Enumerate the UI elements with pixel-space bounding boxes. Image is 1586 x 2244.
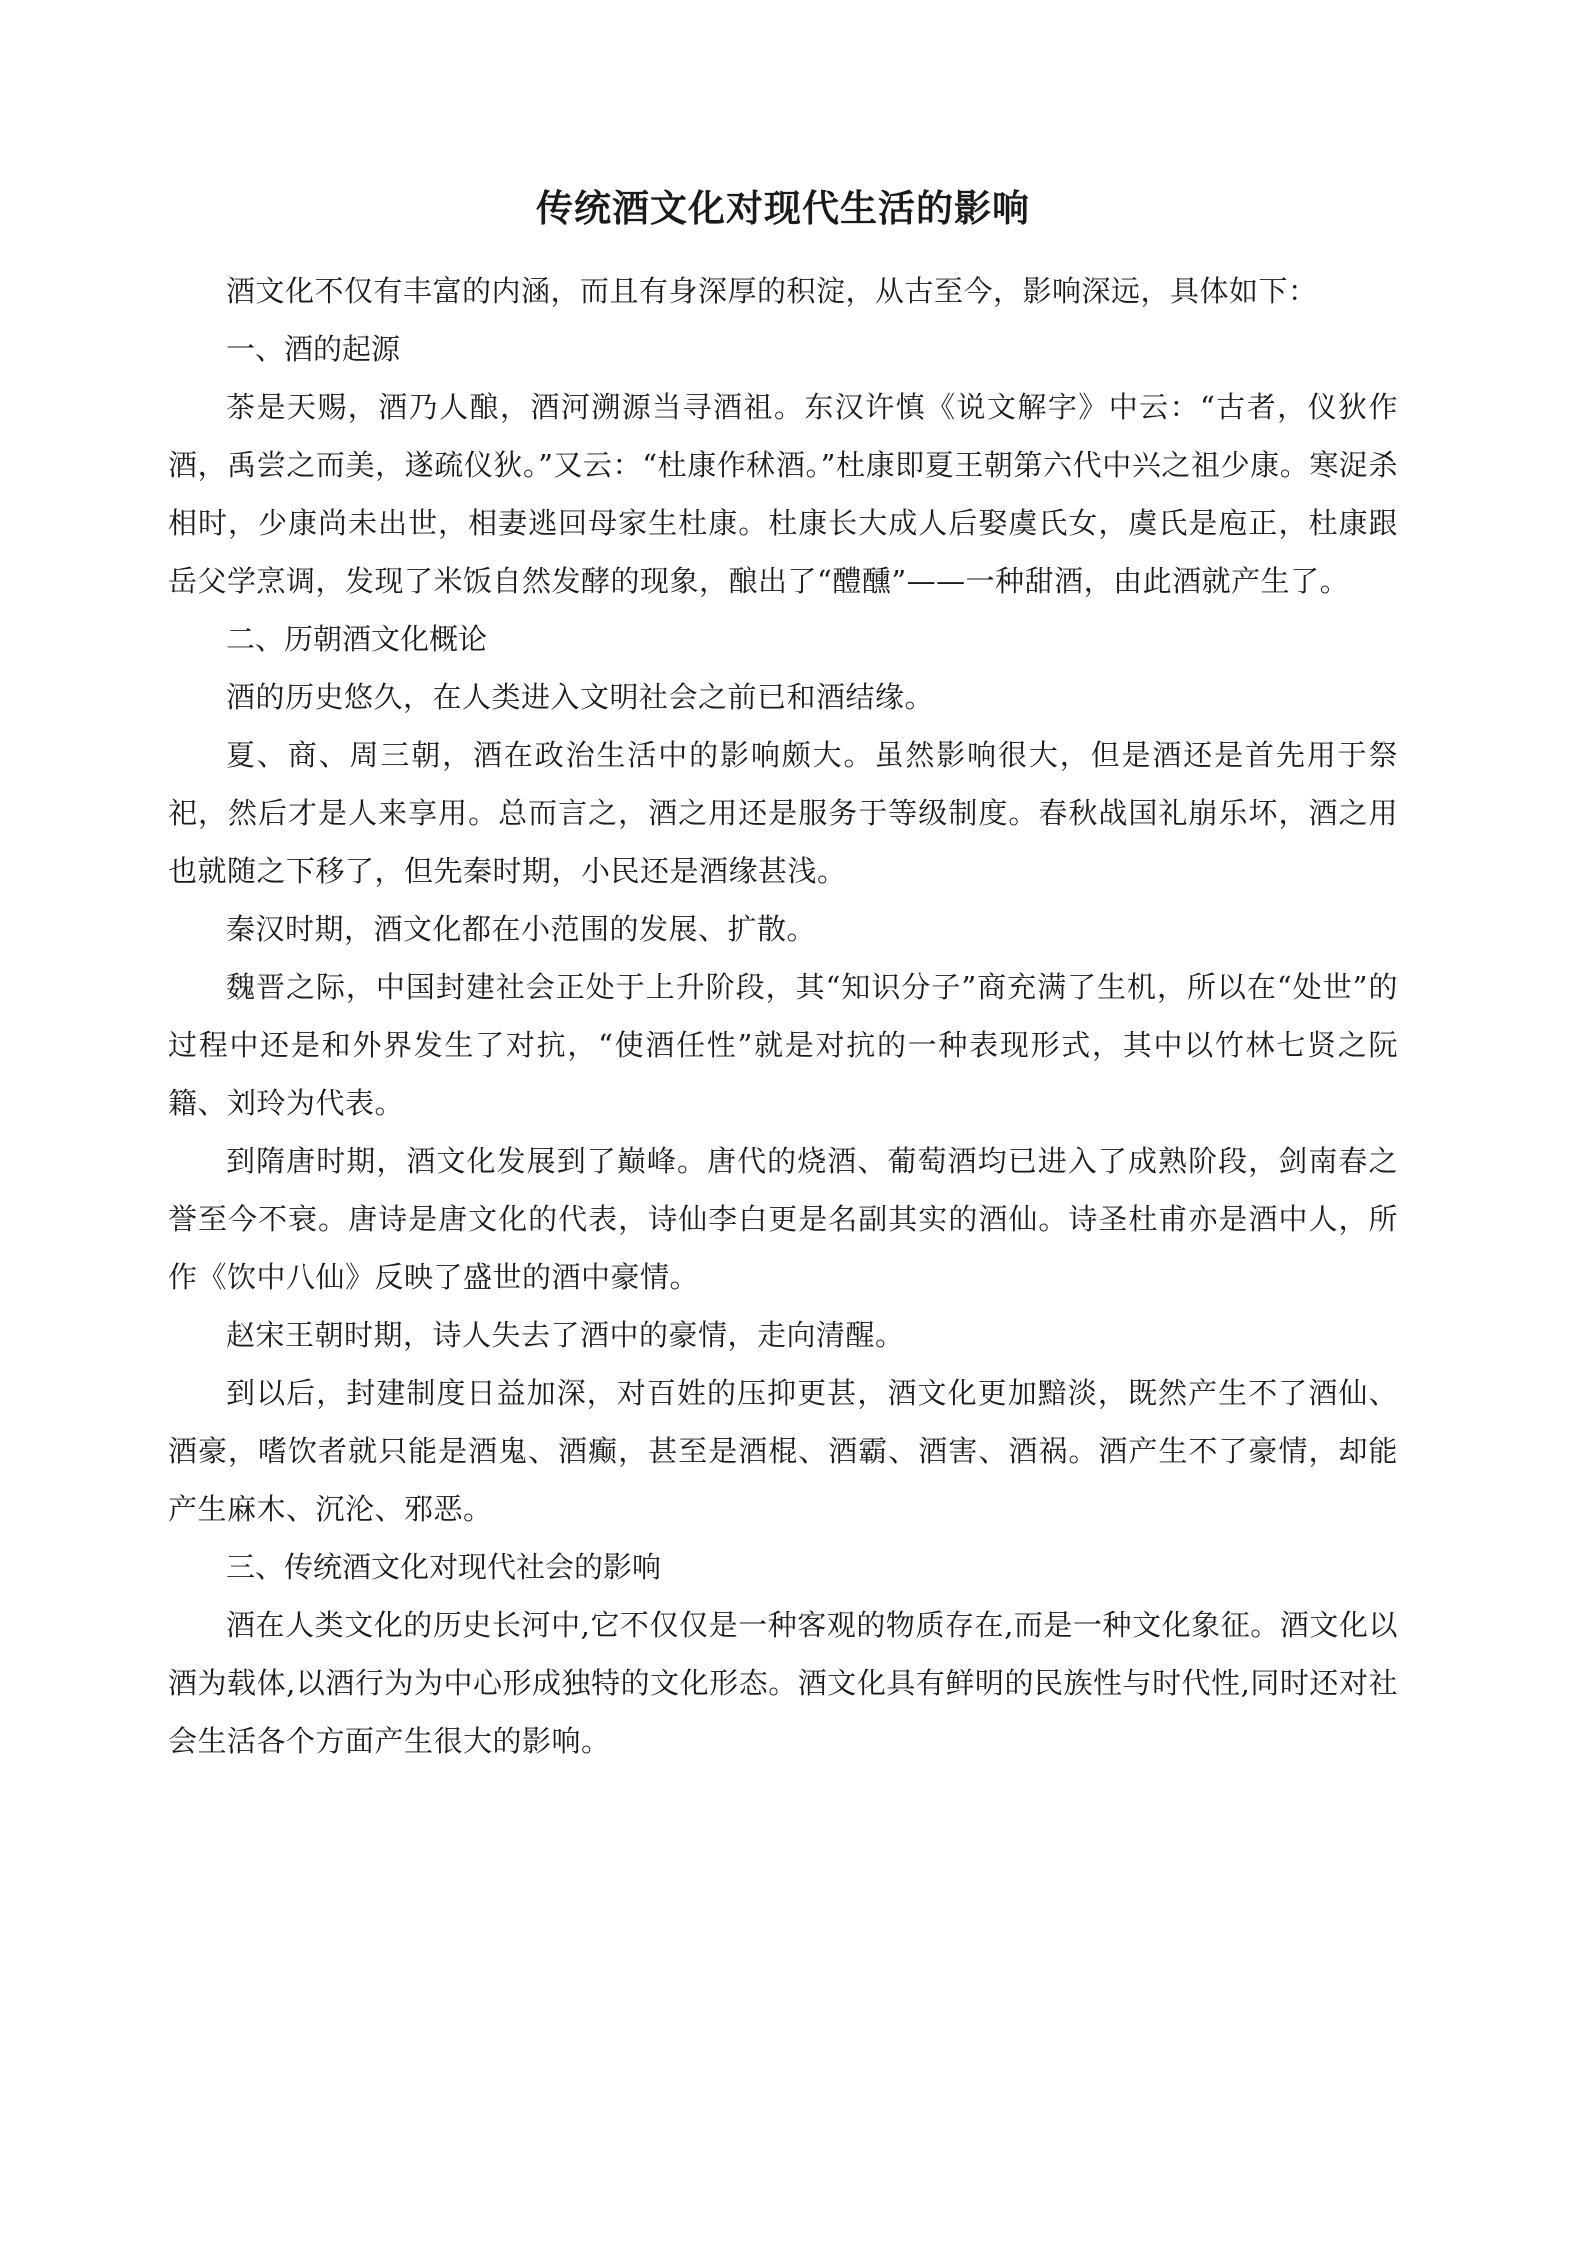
history-paragraph-5: 到隋唐时期，酒文化发展到了巅峰。唐代的烧酒、葡萄酒均已进入了成熟阶段，剑南春之誉至今不衰。唐诗是唐文化的代表，诗仙李白更是名副其实的酒仙。诗圣杜甫亦是酒中人，所作《饮中八仙》反映了盛世的酒中豪情。 — [168, 1144, 1398, 1294]
history-paragraph-4: 魏晋之际，中国封建社会正处于上升阶段，其“知识分子”商充满了生机，所以在“处世”的过程中还是和外界发生了对抗，“使酒任性”就是对抗的一种表现形式，其中以竹林七贤之阮籍、刘玲为代表。 — [168, 970, 1398, 1120]
origin-paragraph: 茶是天赐，酒乃人酿，酒河溯源当寻酒祖。东汉许慎《说文解字》中云：“古者，仪狄作酒，禹尝之而美，遂疏仪狄。”又云：“杜康作秫酒。”杜康即夏王朝第六代中兴之祖少康。寒浞杀相时，少康尚未出世，相妻逃回母家生杜康。杜康长大成人后娶虞氏女，虞氏是庖正，杜康跟岳父学烹调，发现了米饭自然发酵的现象，酿出了“醴醺”——一种甜酒，由此酒就产生了。 — [168, 390, 1398, 598]
modern-paragraph: 酒在人类文化的历史长河中,它不仅仅是一种客观的物质存在,而是一种文化象征。酒文化以酒为载体,以酒行为为中心形成独特的文化形态。酒文化具有鲜明的民族性与时代性,同时还对社会生活各个方面产生很大的影响。 — [168, 1608, 1398, 1758]
history-paragraph-6: 赵宋王朝时期，诗人失去了酒中的豪情，走向清醒。 — [226, 1318, 905, 1352]
history-paragraph-7: 到以后，封建制度日益加深，对百姓的压抑更甚，酒文化更加黯淡，既然产生不了酒仙、酒豪，嗜饮者就只能是酒鬼、酒癫，甚至是酒棍、酒霸、酒害、酒祸。酒产生不了豪情，却能产生麻木、沉沦、邪恶。 — [168, 1376, 1398, 1526]
history-paragraph-2: 夏、商、周三朝，酒在政治生活中的影响颇大。虽然影响很大，但是酒还是首先用于祭祀，然后才是人来享用。总而言之，酒之用还是服务于等级制度。春秋战国礼崩乐坏，酒之用也就随之下移了，但先秦时期，小民还是酒缘甚浅。 — [168, 738, 1398, 888]
document-title: 传统酒文化对现代生活的影响 — [536, 186, 1030, 230]
section-heading-modern: 三、传统酒文化对现代社会的影响 — [226, 1550, 662, 1584]
history-paragraph-3: 秦汉时期，酒文化都在小范围的发展、扩散。 — [226, 912, 817, 946]
history-paragraph-1: 酒的历史悠久，在人类进入文明社会之前已和酒结缘。 — [226, 680, 935, 714]
document-body — [168, 262, 1398, 1770]
section-heading-origin: 一、酒的起源 — [226, 332, 401, 366]
section-heading-history: 二、历朝酒文化概论 — [226, 622, 488, 656]
intro-paragraph: 酒文化不仅有丰富的内涵，而且有身深厚的积淀，从古至今，影响深远，具体如下： — [226, 274, 1318, 308]
